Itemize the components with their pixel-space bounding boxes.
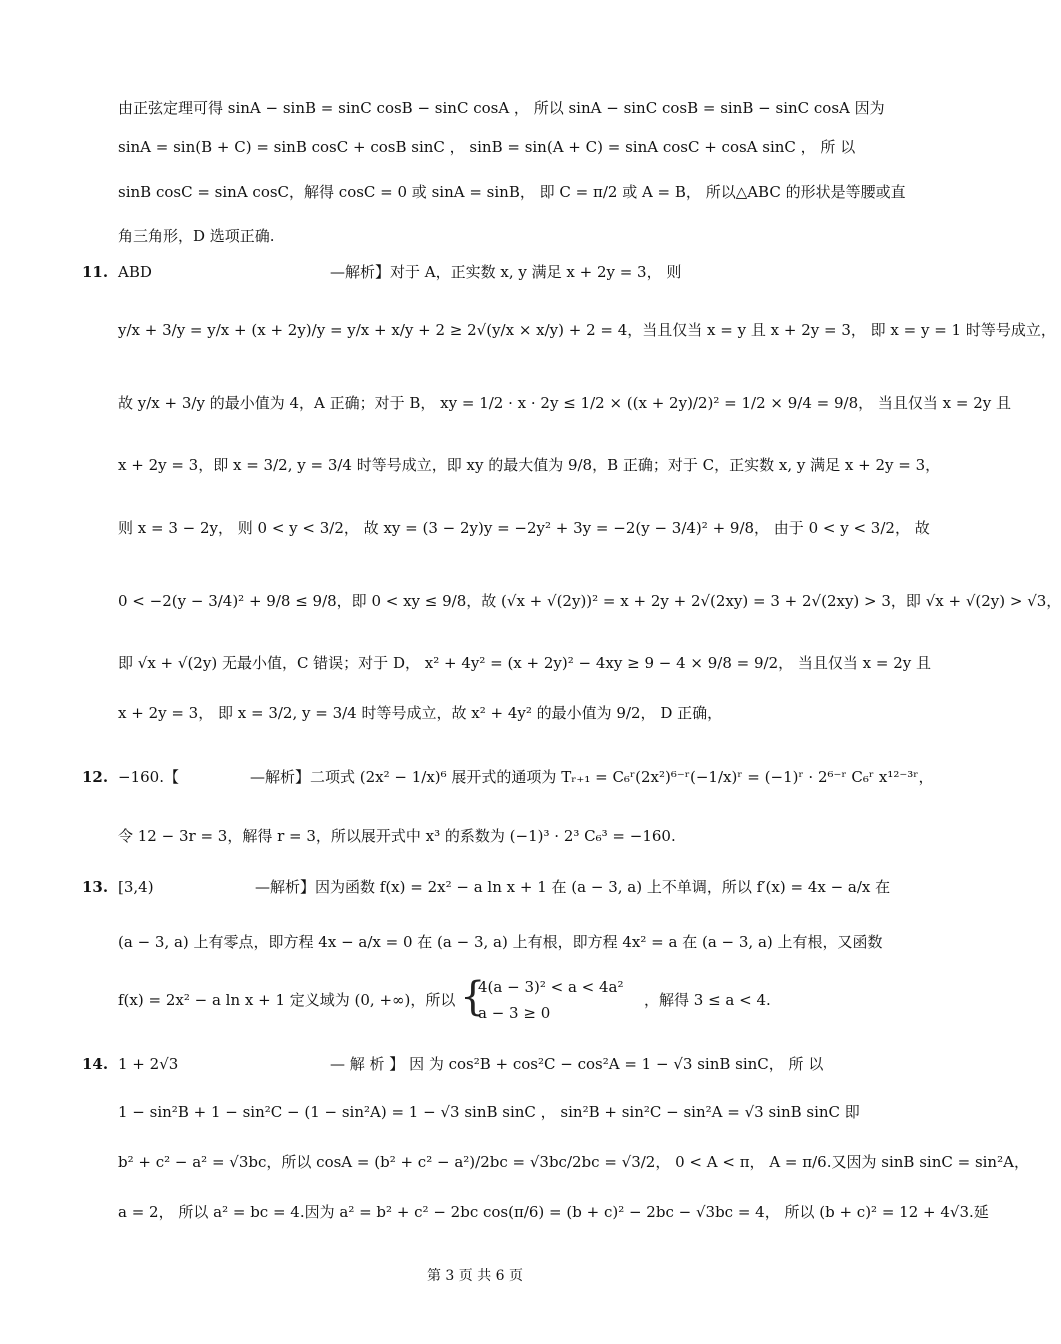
analysis-line: x + 2y = 3， 即 x = 3/2, y = 3/4 时等号成立，故 x² + 4y² 的最小值为 9/2， D 正确，	[118, 704, 723, 722]
intro-line-3: sinB cosC = sinA cosC，解得 cosC = 0 或 sinA = sinB， 即 C = π/2 或 A = B， 所以△ABC 的形状是等腰或直	[118, 183, 906, 201]
system-line: a − 3 ≥ 0	[478, 1004, 551, 1022]
question-number: 11.	[82, 263, 109, 281]
system-brace: {	[460, 974, 486, 1020]
system-line: 4(a − 3)² < a < 4a²	[478, 978, 624, 996]
analysis-head: —解析】因为函数 f(x) = 2x² − a ln x + 1 在 (a − 3, a) 上不单调，所以 f′(x) = 4x − a/x 在	[255, 878, 891, 896]
intro-line-4: 角三角形，D 选项正确.	[118, 227, 275, 245]
analysis-line: b² + c² − a² = √3bc，所以 cosA = (b² + c² − a²)/2bc = √3bc/2bc = √3/2， 0 < A < π， A = π/6.又因为 sinB sinC = sin²A，	[118, 1153, 1029, 1171]
intro-line-2: sinA = sin(B + C) = sinB cosC + cosB sinC ， sinB = sin(A + C) = sinA cosC + cosA sinC ， 所 以	[118, 138, 856, 156]
answer-value: 1 + 2√3	[118, 1055, 179, 1073]
analysis-head: —解析】二项式 (2x² − 1/x)⁶ 展开式的通项为 Tᵣ₊₁ = C₆ʳ(2x²)⁶⁻ʳ(−1/x)ʳ = (−1)ʳ · 2⁶⁻ʳ C₆ʳ x¹²⁻³ʳ，	[250, 768, 934, 786]
analysis-conclusion: ，解得 3 ≤ a < 4.	[644, 991, 771, 1009]
intro-line-1: 由正弦定理可得 sinA − sinB = sinC cosB − sinC cosA ， 所以 sinA − sinC cosB = sinB − sinC cosA 因为	[118, 99, 885, 117]
answer-value: −160.【	[118, 768, 179, 786]
analysis-line: 1 − sin²B + 1 − sin²C − (1 − sin²A) = 1 − √3 sinB sinC ， sin²B + sin²C − sin²A = √3 sinB sinC 即	[118, 1103, 860, 1121]
analysis-line: 则 x = 3 − 2y， 则 0 < y < 3/2， 故 xy = (3 − 2y)y = −2y² + 3y = −2(y − 3/4)² + 9/8， 由于 0 < y < 3/2， 故	[118, 519, 930, 537]
question-number: 12.	[82, 768, 109, 786]
question-number: 13.	[82, 878, 109, 896]
analysis-line: 故 y/x + 3/y 的最小值为 4，A 正确；对于 B， xy = 1/2 · x · 2y ≤ 1/2 × ((x + 2y)/2)² = 1/2 × 9/4 = 9/8， 当且仅当 x = 2y 且	[118, 394, 1012, 412]
analysis-head: —解析】对于 A，正实数 x, y 满足 x + 2y = 3， 则	[330, 263, 682, 281]
answer-value: [3,4)	[118, 878, 154, 896]
analysis-line: y/x + 3/y = y/x + (x + 2y)/y = y/x + x/y + 2 ≥ 2√(y/x × x/y) + 2 = 4，当且仅当 x = y 且 x + 2y = 3， 即 x = y = 1 时等号成立，	[118, 321, 1056, 339]
analysis-line: 令 12 − 3r = 3，解得 r = 3，所以展开式中 x³ 的系数为 (−1)³ · 2³ C₆³ = −160.	[118, 827, 676, 845]
analysis-head: — 解 析 】 因 为 cos²B + cos²C − cos²A = 1 − √3 sinB sinC， 所 以	[330, 1055, 824, 1073]
analysis-line: 0 < −2(y − 3/4)² + 9/8 ≤ 9/8，即 0 < xy ≤ 9/8，故 (√x + √(2y))² = x + 2y + 2√(2xy) = 3 + 2√(2xy) > 3，即 √x + √(2y) > √3，	[118, 592, 1061, 610]
analysis-line: (a − 3, a) 上有零点，即方程 4x − a/x = 0 在 (a − 3, a) 上有根，即方程 4x² = a 在 (a − 3, a) 上有根，又函数	[118, 933, 883, 951]
answer-value: ABD	[118, 263, 152, 281]
question-number: 14.	[82, 1055, 109, 1073]
analysis-line: f(x) = 2x² − a ln x + 1 定义域为 (0, +∞)，所以	[118, 991, 456, 1009]
analysis-line: a = 2， 所以 a² = bc = 4.因为 a² = b² + c² − 2bc cos(π/6) = (b + c)² − 2bc − √3bc = 4， 所以 (b + c)² = 12 + 4√3.延	[118, 1203, 989, 1221]
analysis-line: x + 2y = 3，即 x = 3/2, y = 3/4 时等号成立，即 xy 的最大值为 9/8，B 正确；对于 C，正实数 x, y 满足 x + 2y = 3，	[118, 456, 941, 474]
analysis-line: 即 √x + √(2y) 无最小值，C 错误；对于 D， x² + 4y² = (x + 2y)² − 4xy ≥ 9 − 4 × 9/8 = 9/2， 当且仅当 x = 2y 且	[118, 654, 932, 672]
page-footer: 第 3 页 共 6 页	[426, 1268, 524, 1284]
